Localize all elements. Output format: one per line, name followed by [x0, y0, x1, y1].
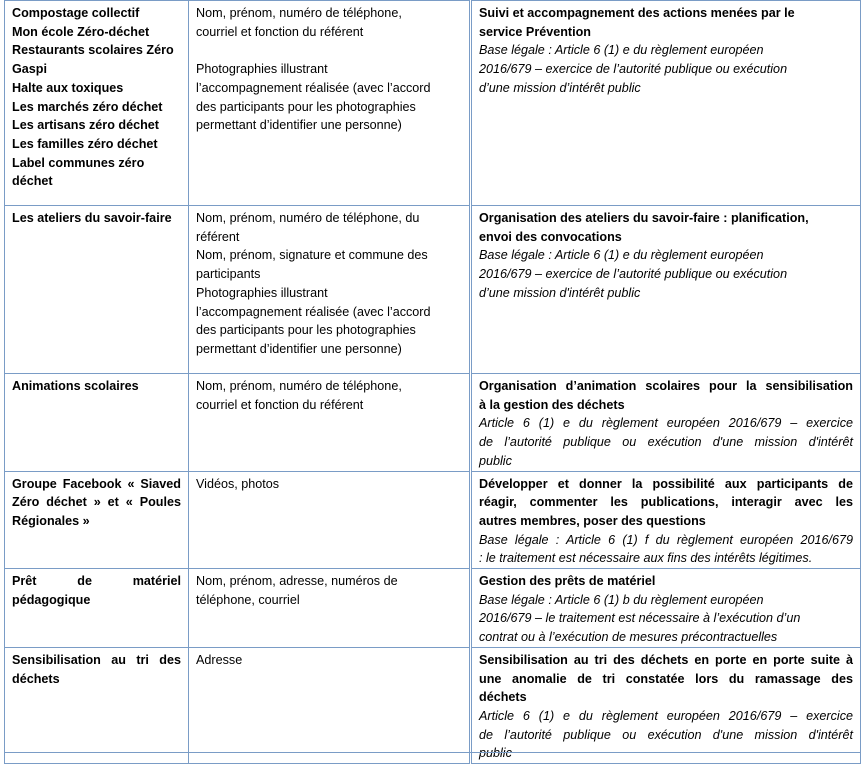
treatment-cell: Animations scolaires — [5, 374, 189, 472]
treatment-cell: Groupe Facebook « Siaved Zéro déchet » et « Poules Régionales » — [5, 471, 189, 569]
processing-registry-table — [4, 0, 861, 764]
treatment-cell: Les ateliers du savoir-faire — [5, 206, 189, 374]
purpose-cell: Gestion des prêts de matériel Base légale : Article 6 (1) b du règlement européen 2016/679 – le traitement est nécessaire à l’exécution d’un contrat ou à l’exécution de mesures précontractuelles — [471, 569, 861, 648]
table-row — [5, 471, 861, 569]
table-row — [5, 569, 861, 648]
purpose-cell: Organisation des ateliers du savoir-faire : planification, envoi des convocations Base légale : Article 6 (1) e du règlement européen 2016/679 – exercice de l’autorité publique ou exécution d’une mission d'intérêt public — [471, 206, 861, 374]
data-cell: Adresse — [189, 647, 471, 763]
data-cell: Nom, prénom, adresse, numéros de téléphone, courriel — [189, 569, 471, 648]
treatment-cell: Prêt de matériel pédagogique — [5, 569, 189, 648]
data-cell: Nom, prénom, numéro de téléphone, courriel et fonction du référent Photographies illustrant l’accompagnement réalisée (avec l’accord des participants pour les photographies permettant d’identifier une personne) — [189, 1, 471, 206]
purpose-cell: Suivi et accompagnement des actions menées par le service Prévention Base légale : Article 6 (1) e du règlement européen 2016/679 – exercice de l’autorité publique ou exécution d’une mission d’intérêt public — [471, 1, 861, 206]
purpose-cell: Organisation d’animation scolaires pour la sensibilisation à la gestion des déchets Article 6 (1) e du règlement européen 2016/679 – exercice de l’autorité publique ou exécution d'une mission d'intérêt public — [471, 374, 861, 472]
purpose-cell: Développer et donner la possibilité aux participants de réagir, commenter les publications, interagir avec les autres membres, poser des questions Base légale : Article 6 (1) f du règlement européen 2016/679 : le traitement est nécessaire aux fins des intérêts légitimes. — [471, 471, 861, 569]
table-row — [5, 647, 861, 763]
table-row — [5, 206, 861, 374]
data-cell: Nom, prénom, numéro de téléphone, du référent Nom, prénom, signature et commune des participants Photographies illustrant l’accompagnement réalisée (avec l’accord des participants pour les photographies permettant d’identifier une personne) — [189, 206, 471, 374]
data-cell: Nom, prénom, numéro de téléphone, courriel et fonction du référent — [189, 374, 471, 472]
treatment-cell: Compostage collectif Mon école Zéro-déchet Restaurants scolaires Zéro Gaspi Halte aux toxiques Les marchés zéro déchet Les artisans zéro déchet Les familles zéro déchet Label communes zéro déchet — [5, 1, 189, 206]
table-row — [5, 1, 861, 206]
table-bottom-border — [4, 752, 860, 756]
treatment-cell: Sensibilisation au tri des déchets — [5, 647, 189, 763]
data-cell: Vidéos, photos — [189, 471, 471, 569]
table-row — [5, 374, 861, 472]
purpose-cell: Sensibilisation au tri des déchets en porte en porte suite à une anomalie de tri constatée lors du ramassage des déchets Article 6 (1) e du règlement européen 2016/679 – exercice de l’autorité publique ou exécution d'une mission d'intérêt public — [471, 647, 861, 763]
